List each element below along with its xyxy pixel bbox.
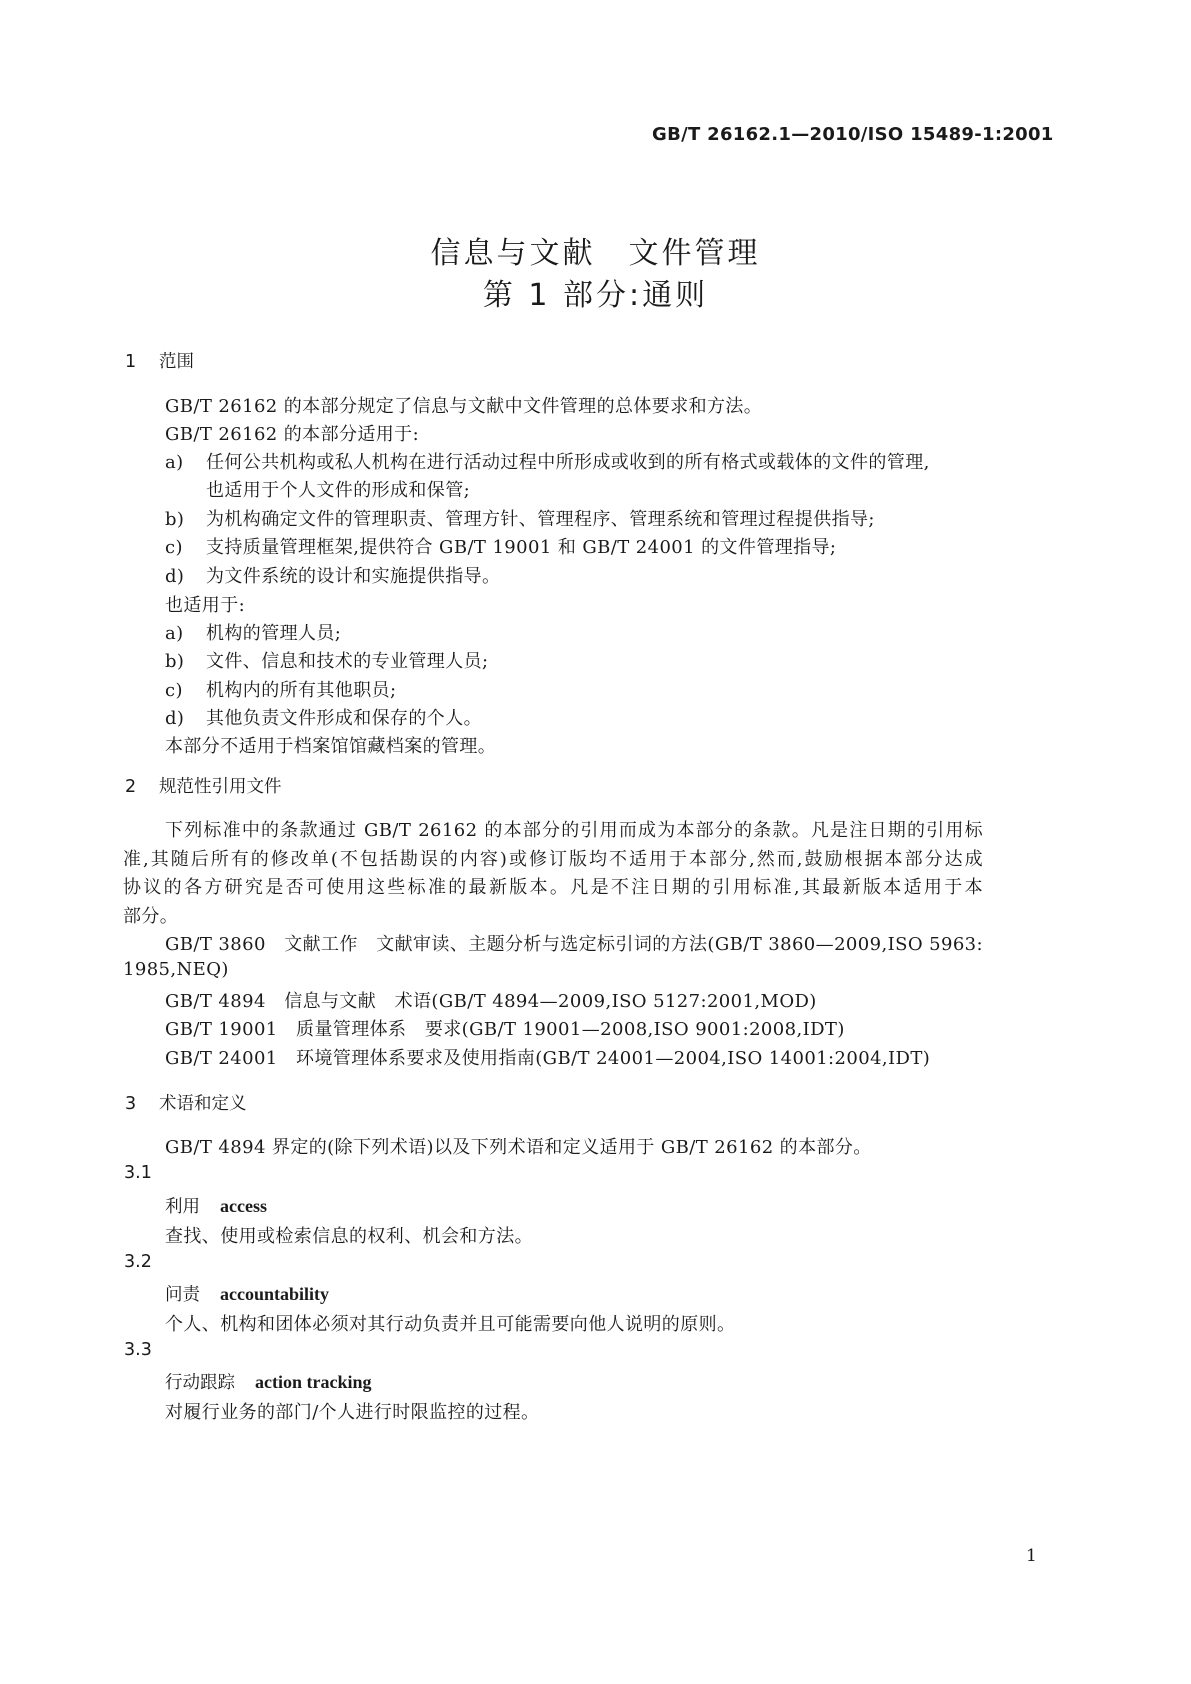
term-entry bbox=[165, 1193, 267, 1218]
section-heading-2 bbox=[125, 773, 282, 798]
list-text: 其他负责文件形成和保存的个人。 bbox=[206, 708, 482, 729]
paragraph-line: 部分。 bbox=[123, 906, 179, 927]
term-entry bbox=[165, 1281, 329, 1306]
reference-entry-continuation: 1985,NEQ) bbox=[123, 959, 229, 980]
list-item bbox=[165, 533, 836, 559]
list-text: 机构内的所有其他职员; bbox=[206, 680, 397, 701]
term-en: accountability bbox=[220, 1284, 330, 1304]
paragraph: 本部分不适用于档案馆馆藏档案的管理。 bbox=[165, 736, 497, 757]
paragraph-line: 协议的各方研究是否可使用这些标准的最新版本。凡是不注日期的引用标准,其最新版本适用于本 bbox=[123, 877, 983, 898]
paragraph: 也适用于: bbox=[165, 595, 246, 616]
list-text: 机构的管理人员; bbox=[206, 623, 342, 644]
reference-entry: GB/T 3860 文献工作 文献审读、主题分析与选定标引词的方法(GB/T 3860—2009,ISO 5963: bbox=[165, 934, 983, 955]
list-marker: a) bbox=[165, 623, 184, 644]
list-item bbox=[165, 704, 482, 730]
reference-entry: GB/T 19001 质量管理体系 要求(GB/T 19001—2008,ISO 9001:2008,IDT) bbox=[165, 1019, 845, 1040]
section-title: 范围 bbox=[159, 352, 194, 372]
list-text: 支持质量管理框架,提供符合 GB/T 19001 和 GB/T 24001 的文件管理指导; bbox=[206, 537, 837, 558]
section-number: 3 bbox=[125, 1094, 137, 1114]
list-item bbox=[165, 562, 500, 588]
list-marker: b) bbox=[165, 651, 185, 672]
paragraph-line: 下列标准中的条款通过 GB/T 26162 的本部分的引用而成为本部分的条款。凡是注日期的引用标 bbox=[165, 820, 983, 841]
section-number: 2 bbox=[125, 777, 137, 797]
page-number: 1 bbox=[1026, 1546, 1037, 1566]
document-subtitle: 第 1 部分:通则 bbox=[482, 278, 709, 313]
term-zh: 问责 bbox=[165, 1285, 200, 1305]
term-zh: 行动跟踪 bbox=[165, 1373, 235, 1393]
section-heading-1 bbox=[125, 348, 194, 373]
section-heading-3 bbox=[125, 1090, 247, 1115]
section-title: 规范性引用文件 bbox=[159, 777, 282, 797]
term-definition: 对履行业务的部门/个人进行时限监控的过程。 bbox=[165, 1402, 540, 1423]
list-text: 为机构确定文件的管理职责、管理方针、管理程序、管理系统和管理过程提供指导; bbox=[206, 509, 875, 530]
list-item-continuation: 也适用于个人文件的形成和保管; bbox=[206, 480, 471, 501]
list-marker: c) bbox=[165, 680, 183, 701]
list-item bbox=[165, 647, 488, 673]
term-definition: 个人、机构和团体必须对其行动负责并且可能需要向他人说明的原则。 bbox=[165, 1314, 736, 1335]
paragraph: GB/T 26162 的本部分适用于: bbox=[165, 424, 420, 445]
term-number: 3.3 bbox=[124, 1340, 152, 1360]
list-marker: d) bbox=[165, 566, 185, 587]
list-text: 为文件系统的设计和实施提供指导。 bbox=[206, 566, 501, 587]
list-text: 文件、信息和技术的专业管理人员; bbox=[206, 651, 489, 672]
term-number: 3.1 bbox=[124, 1163, 152, 1183]
term-entry bbox=[165, 1369, 372, 1394]
list-marker: b) bbox=[165, 509, 185, 530]
document-title: 信息与文献 文件管理 bbox=[430, 236, 761, 271]
term-zh: 利用 bbox=[165, 1197, 200, 1217]
term-number: 3.2 bbox=[124, 1252, 152, 1272]
reference-entry: GB/T 24001 环境管理体系要求及使用指南(GB/T 24001—2004,ISO 14001:2004,IDT) bbox=[165, 1048, 931, 1069]
list-item bbox=[165, 448, 930, 474]
list-item bbox=[165, 676, 396, 702]
list-marker: c) bbox=[165, 537, 183, 558]
term-en: access bbox=[220, 1196, 267, 1216]
term-en: action tracking bbox=[255, 1372, 372, 1392]
list-item bbox=[165, 619, 341, 645]
term-definition: 查找、使用或检索信息的权利、机会和方法。 bbox=[165, 1226, 533, 1247]
standard-id: GB/T 26162.1—2010/ISO 15489-1:2001 bbox=[652, 124, 1054, 145]
paragraph: GB/T 4894 界定的(除下列术语)以及下列术语和定义适用于 GB/T 26162 的本部分。 bbox=[165, 1137, 872, 1158]
paragraph-line: 准,其随后所有的修改单(不包括勘误的内容)或修订版均不适用于本部分,然而,鼓励根据本部分达成 bbox=[123, 849, 983, 870]
reference-entry: GB/T 4894 信息与文献 术语(GB/T 4894—2009,ISO 5127:2001,MOD) bbox=[165, 991, 817, 1012]
list-marker: d) bbox=[165, 708, 185, 729]
section-title: 术语和定义 bbox=[159, 1094, 247, 1114]
list-text: 任何公共机构或私人机构在进行活动过程中所形成或收到的所有格式或载体的文件的管理, bbox=[206, 452, 930, 473]
list-item bbox=[165, 505, 875, 531]
list-marker: a) bbox=[165, 452, 184, 473]
section-number: 1 bbox=[125, 352, 137, 372]
paragraph: GB/T 26162 的本部分规定了信息与文献中文件管理的总体要求和方法。 bbox=[165, 396, 763, 417]
